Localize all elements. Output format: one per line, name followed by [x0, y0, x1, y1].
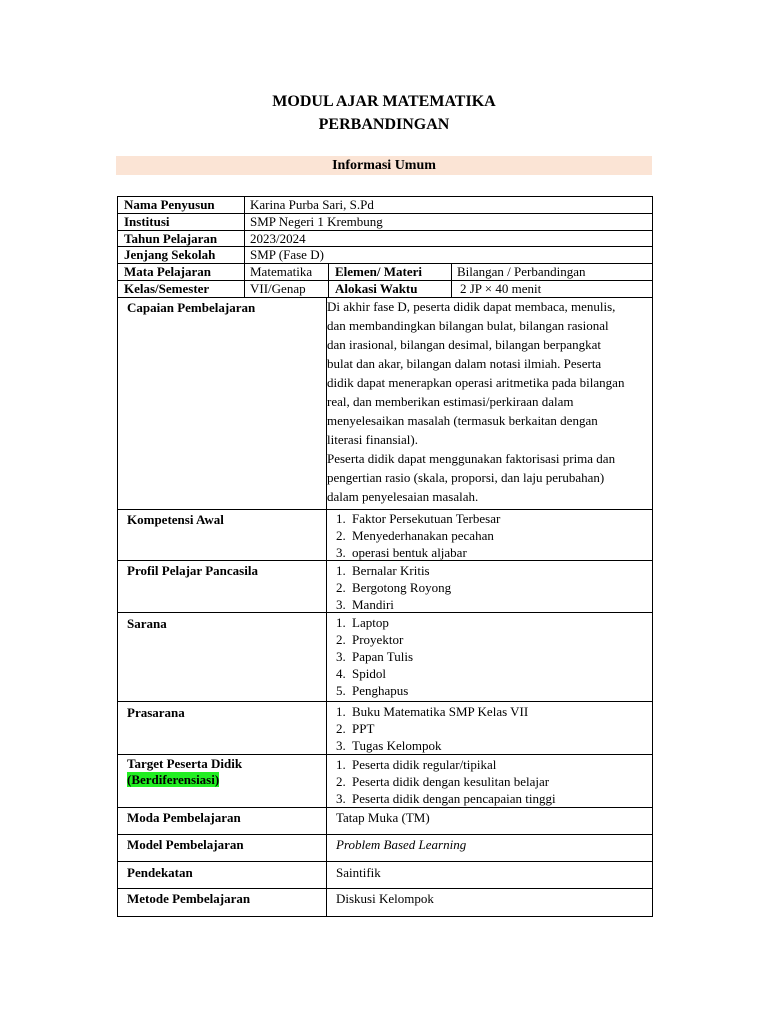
label-prasarana: Prasarana	[127, 705, 185, 720]
list-item	[336, 562, 649, 579]
list-item-text: Spidol	[352, 666, 386, 681]
list-item-text: Papan Tulis	[352, 649, 414, 664]
value-kelas-semester: VII/Genap	[250, 281, 306, 296]
list-item-text: PPT	[352, 721, 375, 736]
document-title: MODUL AJAR MATEMATIKA	[272, 93, 496, 110]
list-item-text: Peserta didik regular/tipikal	[352, 757, 497, 772]
table-border	[117, 196, 118, 917]
document-subtitle: PERBANDINGAN	[318, 116, 450, 133]
list-item-text: operasi bentuk aljabar	[352, 545, 467, 560]
value-alokasi-waktu: 2 JP × 40 menit	[460, 281, 542, 296]
list-item	[336, 596, 649, 613]
list-item	[336, 510, 649, 527]
list-number: 1.	[336, 511, 346, 526]
list-item-text: Peserta didik dengan pencapaian tinggi	[352, 791, 556, 806]
list-number: 1.	[336, 757, 346, 772]
table-row-line	[117, 701, 653, 702]
list-number: 4.	[336, 666, 346, 681]
value-metode: Diskusi Kelompok	[336, 891, 434, 906]
table-border	[652, 196, 653, 917]
list-item-text: Faktor Persekutuan Terbesar	[352, 511, 501, 526]
list-item	[336, 665, 649, 682]
list-item-text: Tugas Kelompok	[352, 738, 442, 753]
list-number: 2.	[336, 580, 346, 595]
list-item-text: Buku Matematika SMP Kelas VII	[352, 704, 529, 719]
list-number: 2.	[336, 528, 346, 543]
label-target-peserta	[122, 756, 322, 788]
label-alokasi-waktu: Alokasi Waktu	[335, 281, 418, 296]
capaian-line: literasi finansial).	[327, 432, 418, 447]
table-row-line	[117, 888, 653, 889]
list-item	[336, 682, 649, 699]
value-mata-pelajaran: Matematika	[250, 264, 313, 279]
label-pendekatan: Pendekatan	[127, 865, 193, 880]
capaian-line: menyelesaikan masalah (termasuk berkaitan dengan	[327, 413, 598, 428]
label-kelas-semester: Kelas/Semester	[124, 281, 210, 296]
list-number: 3.	[336, 791, 346, 806]
table-row-line	[117, 196, 653, 197]
list-item-text: Proyektor	[352, 632, 404, 647]
value-moda: Tatap Muka (TM)	[336, 810, 430, 825]
table-row-line	[117, 280, 653, 281]
list-item	[336, 703, 649, 720]
label-metode: Metode Pembelajaran	[127, 891, 251, 906]
label-moda: Moda Pembelajaran	[127, 810, 241, 825]
list-item	[336, 631, 649, 648]
capaian-line: dan irasional, bilangan desimal, bilangan berpangkat	[327, 337, 601, 352]
list-item	[336, 737, 649, 754]
list-number: 1.	[336, 615, 346, 630]
list-item	[336, 527, 649, 544]
table-row-line	[117, 834, 653, 835]
list-number: 3.	[336, 649, 346, 664]
label-institusi: Institusi	[124, 214, 170, 229]
kompetensi-list	[331, 510, 649, 561]
prasarana-list	[331, 703, 649, 754]
list-number: 2.	[336, 721, 346, 736]
list-number: 2.	[336, 774, 346, 789]
berdiferensiasi-highlight: (Berdiferensiasi)	[127, 772, 220, 787]
list-item	[336, 544, 649, 561]
list-number: 2.	[336, 632, 346, 647]
capaian-line: dan membandingkan bilangan bulat, bilangan rasional	[327, 318, 609, 333]
label-model: Model Pembelajaran	[127, 837, 244, 852]
table-row-line	[117, 560, 653, 561]
capaian-line: Peserta didik dapat menggunakan faktorisasi prima dan	[327, 451, 616, 466]
list-number: 5.	[336, 683, 346, 698]
table-row-line	[117, 916, 653, 917]
value-model: Problem Based Learning	[336, 837, 467, 852]
label-tahun-pelajaran: Tahun Pelajaran	[124, 231, 218, 246]
list-item-text: Laptop	[352, 615, 389, 630]
label-capaian-pembelajaran: Capaian Pembelajaran	[127, 300, 256, 315]
target-list	[331, 756, 649, 807]
table-row-line	[117, 754, 653, 755]
label-kompetensi-awal: Kompetensi Awal	[127, 512, 224, 527]
capaian-text	[322, 297, 652, 506]
list-item-text: Peserta didik dengan kesulitan belajar	[352, 774, 550, 789]
list-item-text: Bernalar Kritis	[352, 563, 430, 578]
table-row-line	[117, 807, 653, 808]
list-item-text: Mandiri	[352, 597, 394, 612]
label-profil-pelajar: Profil Pelajar Pancasila	[127, 563, 258, 578]
table-row-line	[117, 861, 653, 862]
table-row-line	[117, 509, 653, 510]
list-number: 1.	[336, 563, 346, 578]
label-nama-penyusun: Nama Penyusun	[124, 197, 215, 212]
list-item	[336, 579, 649, 596]
list-item	[336, 790, 649, 807]
table-divider	[326, 297, 327, 917]
table-row-line	[117, 246, 653, 247]
capaian-line: dalam penyelesaian masalah.	[327, 489, 479, 504]
capaian-line: pengertian rasio (skala, proporsi, dan laju perubahan)	[327, 470, 605, 485]
capaian-line: real, dan memberikan estimasi/perkiraan dalam	[327, 394, 574, 409]
value-jenjang-sekolah: SMP (Fase D)	[250, 247, 324, 262]
section-header: Informasi Umum	[116, 156, 652, 175]
list-number: 1.	[336, 704, 346, 719]
sarana-list	[331, 614, 649, 699]
capaian-line: didik dapat menerapkan operasi aritmetika pada bilangan	[327, 375, 625, 390]
capaian-line: bulat dan akar, bilangan dalam notasi ilmiah. Peserta	[327, 356, 602, 371]
table-row-line	[117, 263, 653, 264]
label-mata-pelajaran: Mata Pelajaran	[124, 264, 212, 279]
value-institusi: SMP Negeri 1 Krembung	[250, 214, 383, 229]
target-label-line: Target Peserta Didik	[127, 756, 243, 771]
table-row-line	[117, 230, 653, 231]
list-item	[336, 720, 649, 737]
value-nama-penyusun: Karina Purba Sari, S.Pd	[250, 197, 374, 212]
value-elemen-materi: Bilangan / Perbandingan	[457, 264, 586, 279]
value-pendekatan: Saintifik	[336, 865, 381, 880]
label-sarana: Sarana	[127, 616, 167, 631]
list-item-text: Menyederhanakan pecahan	[352, 528, 494, 543]
list-item	[336, 614, 649, 631]
table-row-line	[117, 213, 653, 214]
table-row-line	[117, 612, 653, 613]
value-tahun-pelajaran: 2023/2024	[250, 231, 306, 246]
list-item	[336, 648, 649, 665]
table-row-line	[117, 297, 653, 298]
list-item	[336, 773, 649, 790]
profil-list	[331, 562, 649, 613]
list-number: 3.	[336, 738, 346, 753]
list-number: 3.	[336, 545, 346, 560]
label-jenjang-sekolah: Jenjang Sekolah	[124, 247, 216, 262]
list-item-text: Penghapus	[352, 683, 409, 698]
list-item-text: Bergotong Royong	[352, 580, 452, 595]
label-elemen-materi: Elemen/ Materi	[335, 264, 422, 279]
list-number: 3.	[336, 597, 346, 612]
list-item	[336, 756, 649, 773]
capaian-line: Di akhir fase D, peserta didik dapat membaca, menulis,	[327, 299, 616, 314]
